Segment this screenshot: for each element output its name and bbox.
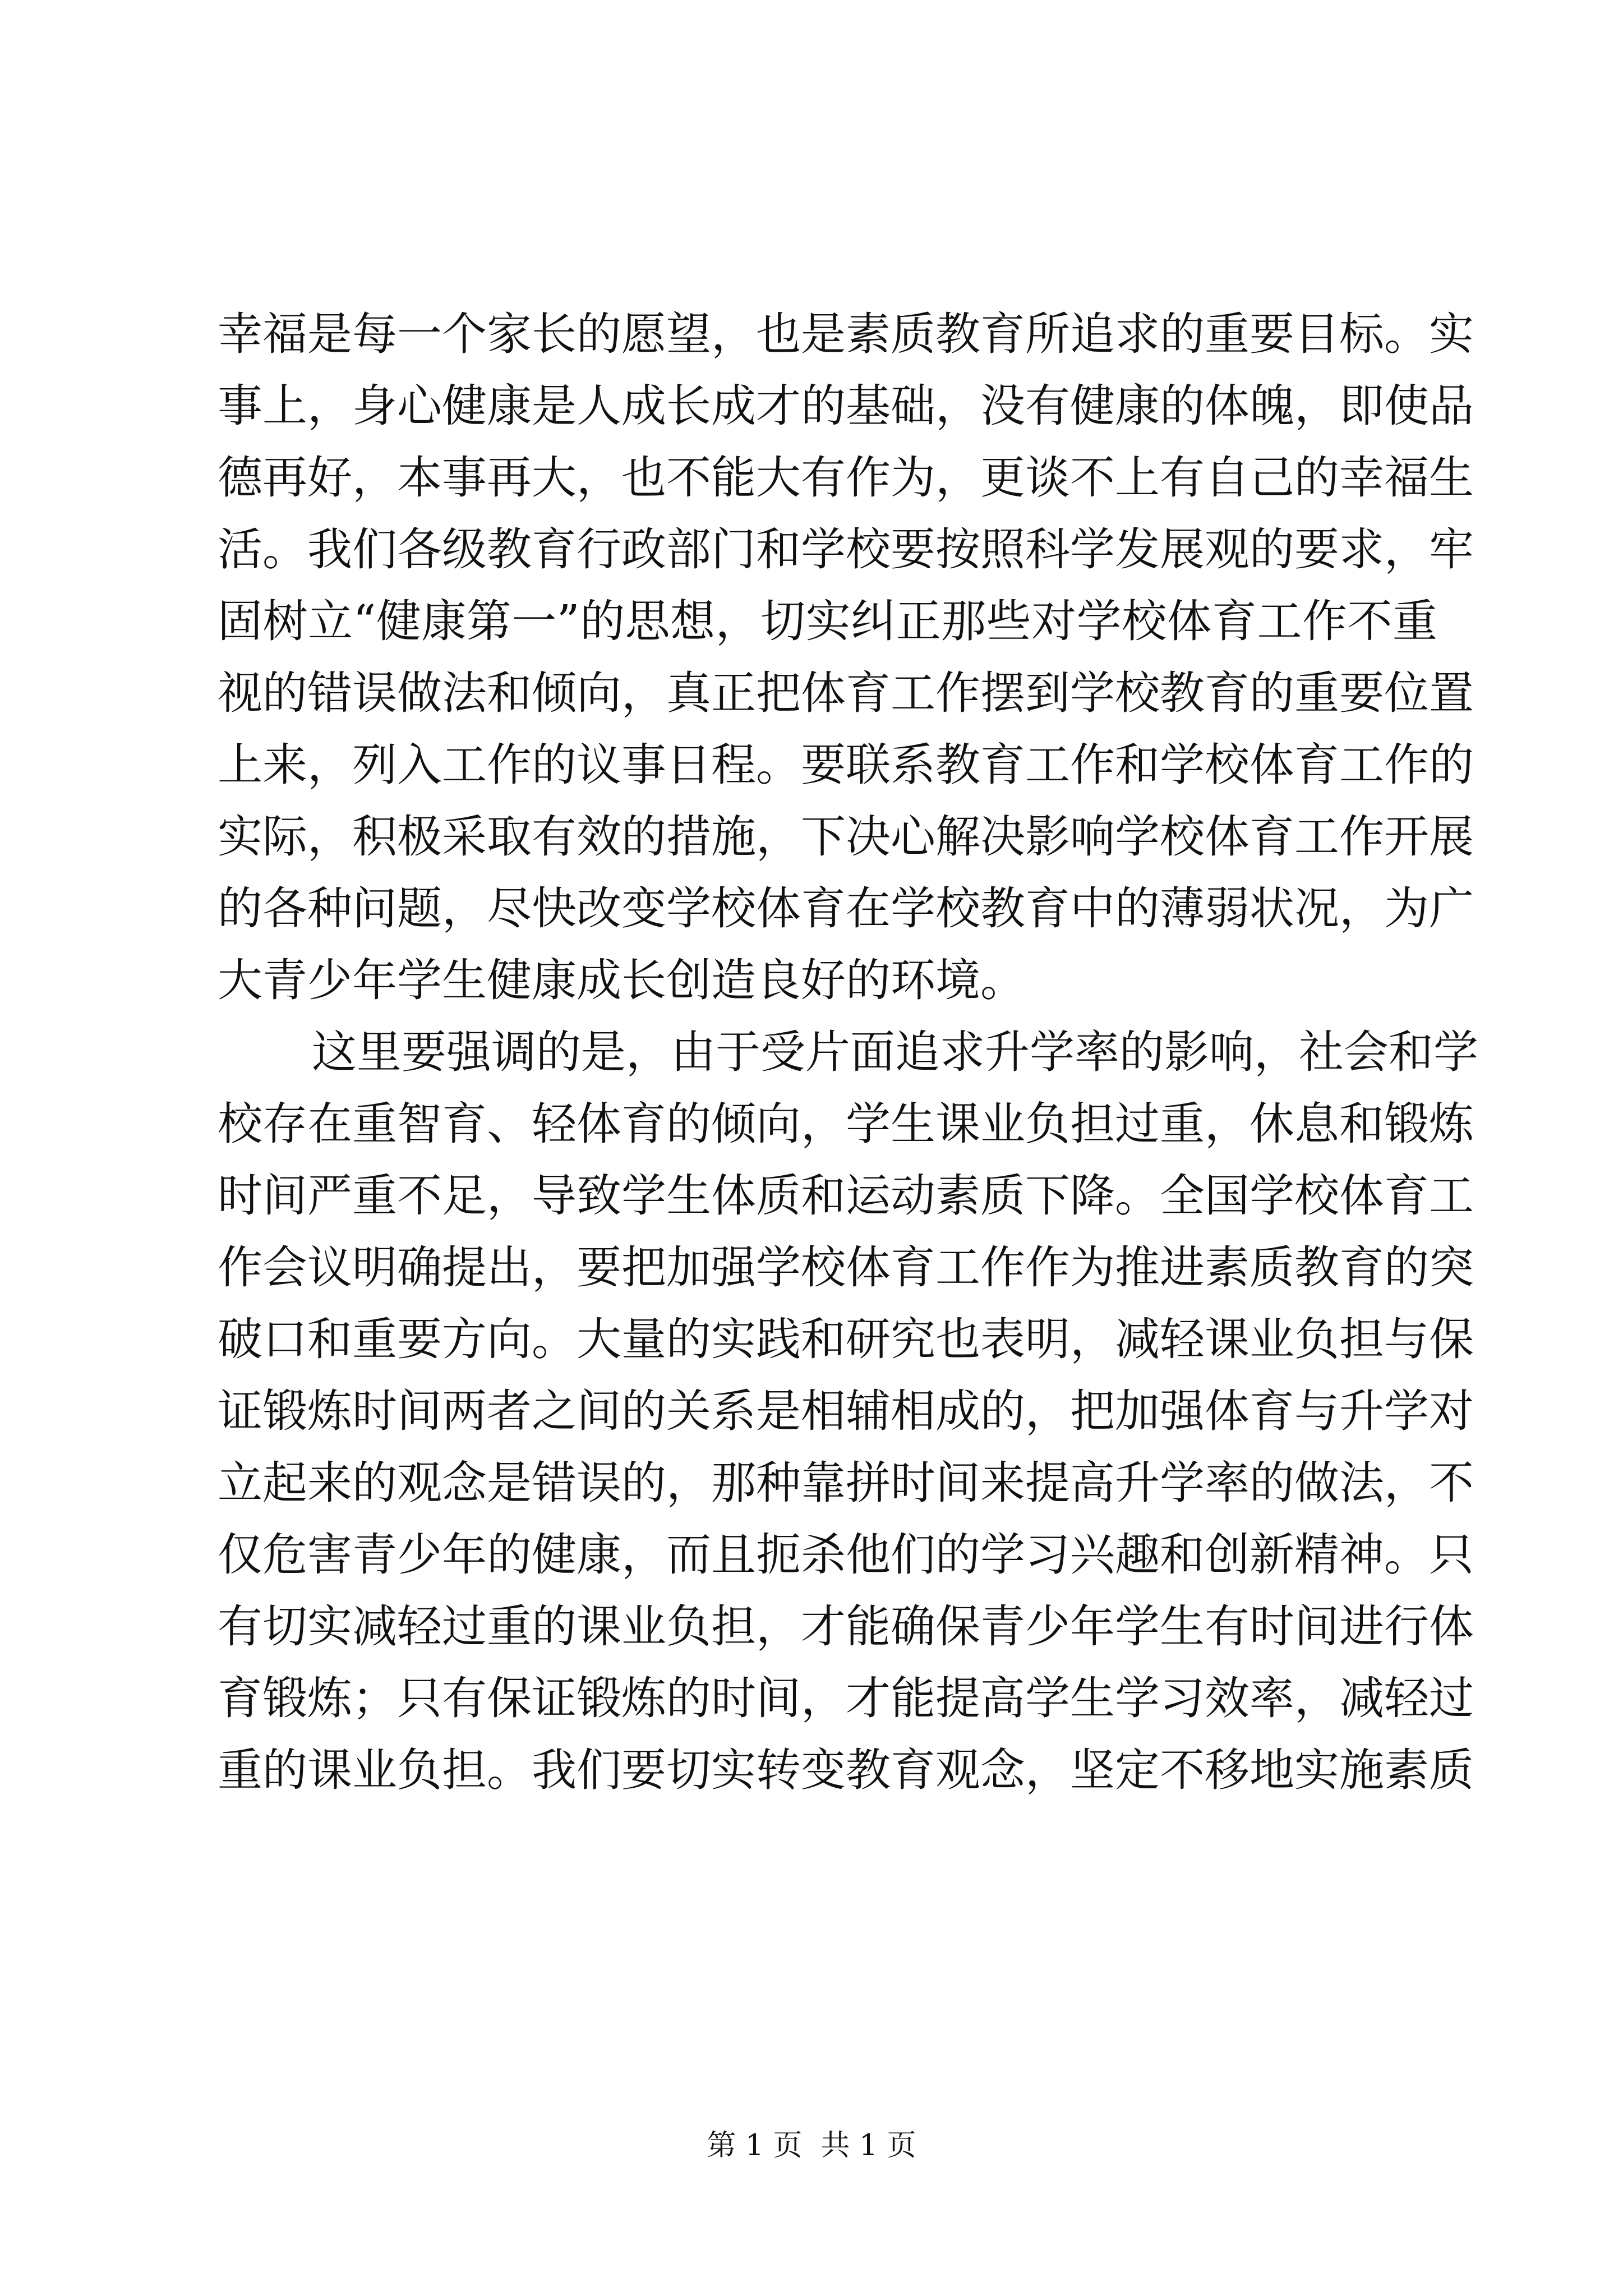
paragraph-2-line-11: 重的课业负担。我们要切实转变教育观念，坚定不移地实施素质 bbox=[218, 1744, 1474, 1796]
paragraph-2-line-8: 仅危害青少年的健康，而且扼杀他们的学习兴趣和创新精神。只 bbox=[218, 1529, 1474, 1581]
paragraph-2-line-5: 破口和重要方向。大量的实践和研究也表明，减轻课业负担与保 bbox=[218, 1313, 1474, 1365]
paragraph-1-line-8: 实际，积极采取有效的措施，下决心解决影响学校体育工作开展 bbox=[218, 811, 1474, 863]
paragraph-2-line-2: 校存在重智育、轻体育的倾向，学生课业负担过重，休息和锻炼 bbox=[218, 1098, 1474, 1150]
paragraph-1-line-3: 德再好，本事再大，也不能大有作为，更谈不上有自己的幸福生 bbox=[218, 452, 1474, 504]
paragraph-1-line-6: 视的错误做法和倾向，真正把体育工作摆到学校教育的重要位置 bbox=[218, 667, 1474, 719]
paragraph-2-line-7: 立起来的观念是错误的，那种靠拼时间来提高升学率的做法，不 bbox=[218, 1457, 1474, 1509]
paragraph-1-line-9: 的各种问题，尽快改变学校体育在学校教育中的薄弱状况，为广 bbox=[218, 882, 1474, 935]
paragraph-1-line-7: 上来，列入工作的议事日程。要联系教育工作和学校体育工作的 bbox=[218, 739, 1474, 791]
paragraph-2-line-1: 这里要强调的是，由于受片面追求升学率的影响，社会和学 bbox=[312, 1026, 1478, 1078]
paragraph-2-line-6: 证锻炼时间两者之间的关系是相辅相成的，把加强体育与升学对 bbox=[218, 1385, 1474, 1437]
paragraph-1-line-1: 幸福是每一个家长的愿望，也是素质教育所追求的重要目标。实 bbox=[218, 308, 1474, 360]
paragraph-2-line-9: 有切实减轻过重的课业负担，才能确保青少年学生有时间进行体 bbox=[218, 1600, 1474, 1653]
paragraph-1-line-5: 固树立“健康第一”的思想，切实纠正那些对学校体育工作不重 bbox=[218, 595, 1437, 647]
paragraph-2-line-4: 作会议明确提出，要把加强学校体育工作作为推进素质教育的突 bbox=[218, 1241, 1474, 1294]
page-number-footer: 第 1 页 共 1 页 bbox=[707, 2129, 916, 2162]
paragraph-2-line-3: 时间严重不足，导致学生体质和运动素质下降。全国学校体育工 bbox=[218, 1170, 1474, 1222]
paragraph-1-line-10: 大青少年学生健康成长创造良好的环境。 bbox=[218, 954, 1025, 1006]
paragraph-2-line-10: 育锻炼；只有保证锻炼的时间，才能提高学生学习效率，减轻过 bbox=[218, 1672, 1474, 1724]
paragraph-1-line-2: 事上，身心健康是人成长成才的基础，没有健康的体魄，即使品 bbox=[218, 380, 1474, 432]
paragraph-1-line-4: 活。我们各级教育行政部门和学校要按照科学发展观的要求，牢 bbox=[218, 523, 1474, 576]
